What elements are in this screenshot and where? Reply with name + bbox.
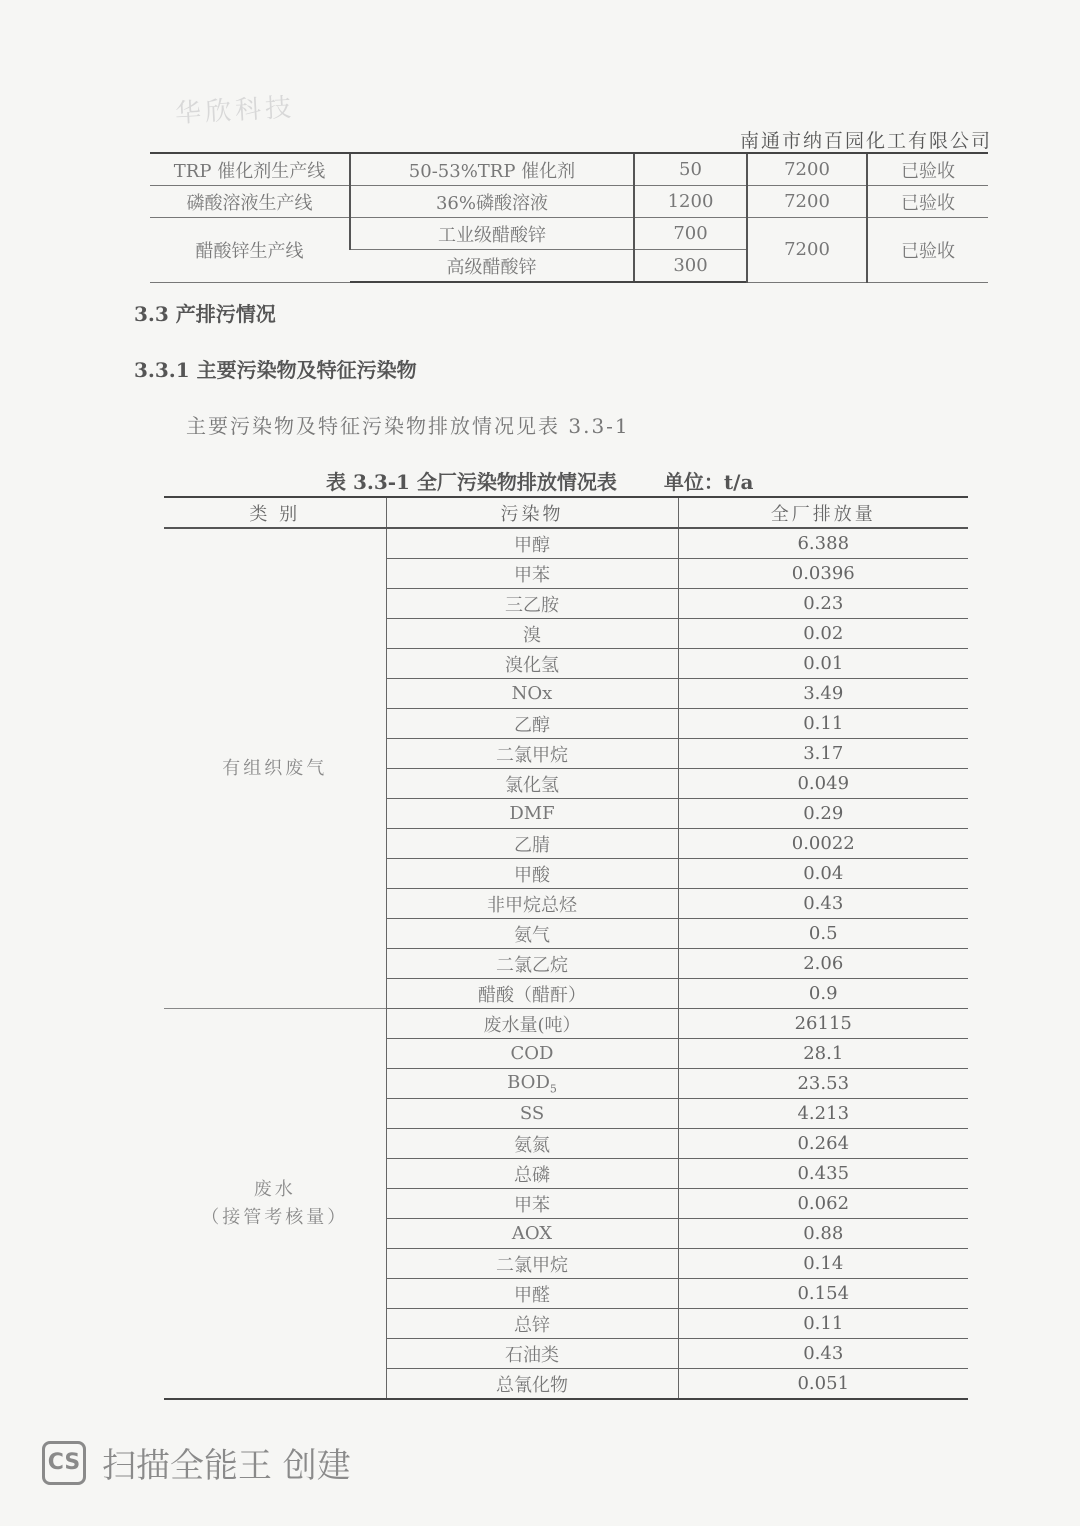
caption-title: 表 3.3-1 全厂污染物排放情况表 [326,470,617,494]
pollutant-name: 总锌 [514,1314,550,1336]
capacity: 700 [634,218,747,250]
pollutant-name: 二氯乙烷 [496,954,568,976]
pollutant-cell [386,769,678,799]
pollutant-cell [386,1219,678,1249]
pollutant-cell [386,1129,678,1159]
capacity: 50 [634,154,747,186]
emission-value: 2.06 [678,949,968,979]
product-name: 50-53%TRP 催化剂 [350,154,634,186]
emission-value: 0.02 [678,619,968,649]
pollutant-name: 废水量(吨） [483,1014,581,1036]
emission-value: 0.11 [678,709,968,739]
header-amount: 全厂排放量 [678,497,968,528]
pollutant-cell [386,559,678,589]
emission-value: 0.11 [678,1309,968,1339]
pollutant-cell [386,1159,678,1189]
emission-value: 0.01 [678,649,968,679]
line-name: TRP 催化剂生产线 [150,154,350,186]
pollutant-name: 甲醇 [514,534,550,556]
section-heading-3-3-1: 3.3.1 主要污染物及特征污染物 [134,358,417,382]
pollutant-name: SS [519,1103,545,1124]
emission-value: 0.0396 [678,559,968,589]
pollutant-cell [386,829,678,859]
pollutant-name: 二氯甲烷 [496,1254,568,1276]
emission-value: 3.49 [678,679,968,709]
pollutant-cell [386,1099,678,1129]
table-row [164,528,968,559]
pollutant-name: 甲苯 [514,1194,550,1216]
emission-value: 0.04 [678,859,968,889]
pollutant-name: 氨氮 [514,1134,550,1156]
emission-value: 23.53 [678,1069,968,1099]
status: 已验收 [867,154,988,186]
pollutant-name: 氯化氢 [505,774,559,796]
pollutant-name: AOX [511,1223,553,1244]
status: 已验收 [867,186,988,218]
section-heading-3-3: 3.3 产排污情况 [134,302,276,326]
pollutant-cell [386,1189,678,1219]
pollutant-name: 二氯甲烷 [496,744,568,766]
pollutant-cell [386,919,678,949]
product-name: 工业级醋酸锌 [350,218,634,250]
caption-unit: 单位：t/a [663,470,754,494]
pollutant-name: 甲苯 [514,564,550,586]
product-name: 高级醋酸锌 [350,250,634,283]
product-name: 36%磷酸溶液 [350,186,634,218]
emission-value: 0.154 [678,1279,968,1309]
pollutant-cell [386,1279,678,1309]
emission-value: 0.43 [678,1339,968,1369]
emission-value: 26115 [678,1009,968,1039]
camscanner-icon: CS [42,1441,86,1485]
pollutant-cell [386,528,678,559]
emission-value: 4.213 [678,1099,968,1129]
emission-value: 0.88 [678,1219,968,1249]
pollutant-name: 乙腈 [514,834,550,856]
category-cell [164,528,386,1009]
pollutant-cell [386,1069,678,1099]
emission-value: 0.5 [678,919,968,949]
emission-value: 6.388 [678,528,968,559]
pollutant-cell [386,859,678,889]
pollutant-cell [386,979,678,1009]
pollutant-cell [386,1009,678,1039]
table-row [150,218,988,250]
table-row [150,186,988,218]
pollutant-cell [386,679,678,709]
emission-value: 0.9 [678,979,968,1009]
emission-value: 28.1 [678,1039,968,1069]
emission-table [164,496,968,1400]
pollutant-name: DMF [509,803,555,824]
pollutant-name: 总氰化物 [496,1374,568,1396]
header-category: 类 别 [164,497,386,528]
emission-value: 0.062 [678,1189,968,1219]
scanner-watermark [42,1438,351,1487]
line-name: 磷酸溶液生产线 [150,186,350,218]
category-cell [164,1009,386,1400]
pollutant-name: 氨气 [514,924,550,946]
pollutant-subscript: 5 [549,1082,557,1096]
pollutant-name: 非甲烷总烃 [487,894,577,916]
status: 已验收 [867,218,988,283]
category-sublabel: （接管考核量） [201,1206,349,1228]
pollutant-cell [386,739,678,769]
emission-value: 0.051 [678,1369,968,1400]
emission-value: 0.29 [678,799,968,829]
pollutant-cell [386,709,678,739]
header-pollutant: 污染物 [386,497,678,528]
capacity: 1200 [634,186,747,218]
faint-logo: 华欣科技 [174,92,296,130]
pollutant-cell [386,1249,678,1279]
hours: 7200 [747,186,867,218]
pollutant-name: COD [510,1043,554,1064]
pollutant-name: NOx [511,683,553,704]
pollutant-name: 溴 [523,624,541,646]
pollutant-name: 乙醇 [514,714,550,736]
pollutant-name: 总磷 [514,1164,550,1186]
company-name: 南通市纳百园化工有限公司 [740,130,993,152]
pollutant-name: 甲酸 [514,864,550,886]
hours: 7200 [747,218,867,283]
emission-value: 0.264 [678,1129,968,1159]
production-table [150,154,988,283]
emission-value: 0.0022 [678,829,968,859]
pollutant-name: 三乙胺 [505,594,559,616]
pollutant-cell [386,1339,678,1369]
emission-value: 3.17 [678,739,968,769]
pollutant-name: 醋酸（醋酐） [478,984,586,1006]
emission-value: 0.43 [678,889,968,919]
emission-value: 0.435 [678,1159,968,1189]
pollutant-cell [386,1309,678,1339]
table-row [164,1009,968,1039]
hours: 7200 [747,154,867,186]
paragraph: 主要污染物及特征污染物排放情况见表 3.3-1 [186,414,630,438]
table-caption [326,466,753,495]
emission-table-body [164,528,968,1399]
capacity: 300 [634,250,747,283]
pollutant-name: 石油类 [505,1344,559,1366]
emission-value: 0.23 [678,589,968,619]
watermark-text: 扫描全能王 创建 [102,1446,351,1486]
pollutant-cell [386,1369,678,1400]
line-name: 醋酸锌生产线 [150,218,350,283]
pollutant-cell [386,889,678,919]
pollutant-cell [386,649,678,679]
category-label: 废水 [253,1178,296,1200]
emission-value: 0.14 [678,1249,968,1279]
pollutant-name: 溴化氢 [505,654,559,676]
emission-value: 0.049 [678,769,968,799]
pollutant-cell [386,589,678,619]
pollutant-name: BOD [507,1071,550,1093]
table-header-row [164,497,968,528]
pollutant-name: 甲醛 [514,1284,550,1306]
pollutant-cell [386,1039,678,1069]
table-row [150,154,988,186]
pollutant-cell [386,619,678,649]
pollutant-cell [386,799,678,829]
pollutant-cell [386,949,678,979]
category-label: 有组织废气 [222,757,328,779]
